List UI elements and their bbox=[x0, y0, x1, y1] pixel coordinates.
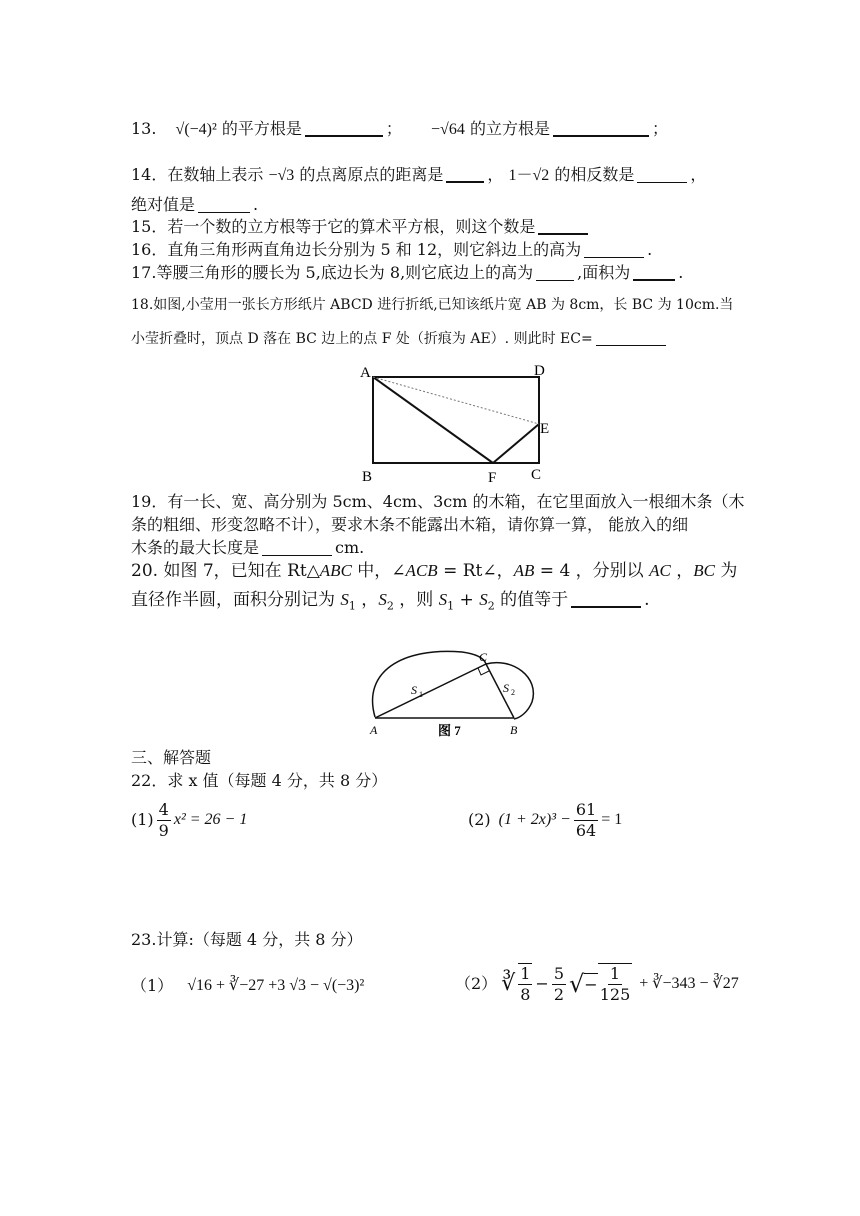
question-19-line-3 bbox=[131, 537, 364, 559]
q23-p2-frac2-den: 2 bbox=[553, 984, 564, 1004]
q22-part-2 bbox=[468, 797, 622, 843]
q20-text-2: 中， bbox=[351, 561, 392, 581]
q13-expr-b: −√64 bbox=[431, 121, 465, 138]
q23-p2-frac-1 bbox=[518, 963, 532, 1005]
q14-sep: ， bbox=[487, 165, 504, 184]
label-a: A bbox=[360, 365, 371, 381]
q17-end: . bbox=[678, 263, 684, 282]
q22-p1-rest: x² = 26 − 1 bbox=[173, 811, 248, 828]
question-19-line-1 bbox=[131, 491, 744, 513]
q17-blank-a[interactable] bbox=[536, 264, 574, 281]
q20-rt: Rt△ bbox=[287, 561, 320, 581]
q23-part-2 bbox=[455, 958, 739, 1010]
question-16 bbox=[131, 239, 652, 261]
line-fe bbox=[493, 424, 539, 463]
question-17 bbox=[131, 262, 683, 284]
q22-p1-label: (1) bbox=[131, 810, 154, 829]
label-b: B bbox=[362, 469, 373, 485]
q14-expr-2: 1－√2 bbox=[508, 167, 550, 184]
q20-sum-1: 1 bbox=[447, 599, 455, 613]
q16-blank[interactable] bbox=[584, 241, 644, 258]
q20-text-4: = 4 ，分别以 bbox=[534, 561, 650, 581]
fig-label-c: C bbox=[479, 650, 488, 664]
q22-p1-fraction bbox=[157, 800, 171, 841]
q17-text-2: ,面积为 bbox=[577, 263, 631, 282]
q23-p2-cbrt-sign: ∛ bbox=[501, 971, 516, 996]
question-19-line-2 bbox=[131, 514, 688, 536]
q23-title-text: 23.计算:（每题 4 分，共 8 分） bbox=[131, 930, 363, 949]
q22-p1-num: 4 bbox=[158, 799, 169, 819]
fig-label-s1-sub: 1 bbox=[419, 690, 423, 699]
q18-blank[interactable] bbox=[596, 329, 666, 346]
segment-ac bbox=[375, 664, 486, 718]
q13-sep: ； bbox=[385, 119, 402, 138]
label-f: F bbox=[488, 470, 497, 486]
q20-text-6: 为 bbox=[714, 561, 738, 581]
q23-p2-frac-2 bbox=[552, 964, 566, 1005]
q20-angle: ∠ACB bbox=[391, 561, 438, 580]
segment-bc bbox=[486, 664, 514, 718]
q14-line2: 绝对值是 bbox=[131, 195, 196, 214]
question-18-line-2 bbox=[131, 328, 669, 350]
q13-expr-a: √(−4)² bbox=[175, 121, 217, 138]
q20-s1: S bbox=[340, 590, 349, 609]
q22-p2-a: (1 + 2x)³ − bbox=[498, 811, 571, 828]
q23-p2-rest: + ∛−343 − ∛27 bbox=[639, 975, 739, 992]
q23-p2-frac2-num: 5 bbox=[553, 963, 564, 983]
q22-p2-den: 64 bbox=[575, 820, 597, 840]
q14-text-1: 在数轴上表示 bbox=[167, 165, 264, 184]
q23-p2-sqrt-sign: √ bbox=[569, 970, 585, 998]
q22-p2-b: = 1 bbox=[601, 811, 623, 828]
figure-7 bbox=[362, 642, 542, 742]
label-c: C bbox=[531, 467, 542, 483]
q20-s1-sub: 1 bbox=[348, 599, 356, 613]
q20-comma-2: ，则 bbox=[393, 590, 439, 610]
q22-p2-num: 61 bbox=[575, 799, 597, 819]
label-d: D bbox=[534, 363, 545, 379]
q14-expr-1: −√3 bbox=[268, 167, 295, 184]
q22-p2-label: (2) bbox=[468, 810, 491, 829]
fig-label-b: B bbox=[510, 723, 518, 737]
fig-label-s2-sub: 2 bbox=[511, 688, 515, 697]
q13-number: 13. bbox=[131, 119, 157, 138]
q20-text-5: ， bbox=[670, 561, 694, 581]
q23-p2-frac1-num: 1 bbox=[520, 964, 531, 983]
q20-s2: S bbox=[378, 590, 387, 609]
q20-sum-s2: S bbox=[479, 590, 488, 609]
question-15 bbox=[131, 216, 591, 238]
section-3-title bbox=[131, 747, 211, 769]
q20-end: . bbox=[644, 590, 650, 610]
q22-p2-fraction bbox=[574, 800, 598, 841]
q13-blank-a[interactable] bbox=[305, 119, 383, 137]
q23-p2-label: （2） bbox=[455, 974, 498, 993]
q23-p2-frac3-num: 1 bbox=[609, 964, 621, 983]
fig-label-s1: S bbox=[411, 683, 417, 697]
fig-caption: 图 7 bbox=[438, 723, 461, 738]
q23-p2-frac-3 bbox=[598, 963, 633, 1005]
q13-blank-b[interactable] bbox=[553, 119, 649, 137]
q20-line2-a: 直径作半圆，面积分别记为 bbox=[131, 590, 341, 610]
q22-title-text: 22．求 x 值（每题 4 分，共 8 分） bbox=[131, 771, 388, 790]
q13-end: ； bbox=[651, 119, 668, 138]
q20-bc: BC bbox=[693, 561, 715, 580]
q17-text-1: 17.等腰三角形的腰长为 5,底边长为 8,则它底边上的高为 bbox=[131, 263, 534, 282]
q23-p2-minus-1: − bbox=[535, 974, 549, 993]
q14-text-3: 的相反数是 bbox=[554, 165, 635, 184]
q20-blank[interactable] bbox=[571, 590, 641, 608]
q14-blank-c[interactable] bbox=[198, 196, 250, 213]
q20-sum-s1: S bbox=[438, 590, 448, 609]
question-22-title bbox=[131, 770, 387, 792]
question-23-title bbox=[131, 929, 363, 951]
q18-line1: 18.如图,小莹用一张长方形纸片 ABCD 进行折纸,已知该纸片宽 AB 为 8cm，长 BC 为 10cm.当 bbox=[131, 297, 734, 313]
rect-abcd bbox=[373, 377, 539, 463]
q15-blank[interactable] bbox=[538, 217, 588, 235]
question-14-line-2 bbox=[131, 194, 258, 216]
q16-end: . bbox=[647, 240, 653, 259]
q17-blank-b[interactable] bbox=[633, 263, 675, 281]
q14-end-2: . bbox=[253, 195, 259, 214]
q19-line3: 木条的最大长度是 bbox=[131, 538, 260, 557]
q13-text-b: 的立方根是 bbox=[469, 119, 550, 138]
q20-text-3: = Rt∠， bbox=[437, 561, 514, 581]
line-af bbox=[373, 377, 493, 463]
q20-s2-sub: 2 bbox=[386, 599, 394, 613]
question-20-line-2 bbox=[131, 588, 650, 618]
q22-part-1 bbox=[131, 797, 247, 843]
q20-sum-2: 2 bbox=[487, 599, 495, 613]
q15-text: 15．若一个数的立方根等于它的算术平方根，则这个数是 bbox=[131, 217, 536, 236]
q20-text-1: 20. 如图 7，已知在 bbox=[131, 561, 288, 581]
q23-p2-minus-2: − bbox=[584, 974, 598, 994]
section-3-title-text: 三、解答题 bbox=[131, 748, 212, 767]
q14-text-2: 的点离原点的距离是 bbox=[299, 165, 444, 184]
q13-text-a: 的平方根是 bbox=[221, 119, 302, 138]
q14-end-1: ， bbox=[690, 165, 707, 184]
q19-blank[interactable] bbox=[262, 539, 332, 556]
q20-comma-1: ， bbox=[355, 590, 379, 610]
q18-line2: 小莹折叠时，顶点 D 落在 BC 边上的点 F 处（折痕为 AE）. 则此时 EC= bbox=[131, 331, 593, 347]
q14-blank-a[interactable] bbox=[446, 165, 484, 183]
line-ae-dotted bbox=[373, 377, 539, 424]
q19-line2: 条的粗细、形变忽略不计），要求木条不能露出木箱，请你算一算， 能放入的细 bbox=[131, 515, 689, 534]
q23-part-1 bbox=[131, 966, 364, 1006]
q20-line2-b: 的值等于 bbox=[494, 590, 569, 610]
q19-line1: 19．有一长、宽、高分别为 5cm、4cm、3cm 的木箱，在它里面放入一根细木条（木 bbox=[131, 492, 745, 511]
q14-blank-b[interactable] bbox=[637, 166, 687, 183]
q20-plus: + bbox=[454, 590, 480, 610]
label-e: E bbox=[540, 421, 550, 437]
q23-p1-expr: √16 + ∛−27 +3 √3 − √(−3)² bbox=[187, 977, 365, 994]
fig-label-a: A bbox=[370, 723, 378, 737]
fig-label-s2: S bbox=[503, 681, 509, 695]
right-angle-mark bbox=[478, 668, 489, 675]
q19-unit: cm. bbox=[335, 538, 365, 557]
semicircle-ac bbox=[373, 651, 486, 717]
question-20-line-1 bbox=[131, 559, 737, 583]
q20-ab: AB bbox=[513, 561, 535, 580]
q23-p2-frac3-den: 125 bbox=[599, 985, 631, 1004]
question-14 bbox=[131, 164, 706, 187]
question-13 bbox=[131, 118, 668, 141]
q14-number: 14． bbox=[131, 165, 168, 184]
q23-p2-frac1-den: 8 bbox=[520, 985, 531, 1004]
q20-abc: ABC bbox=[319, 561, 352, 580]
q18-rectangle-figure bbox=[350, 355, 560, 490]
q16-text: 16．直角三角形两直角边长分别为 5 和 12，则它斜边上的高为 bbox=[131, 240, 582, 259]
q23-p1-label: （1） bbox=[131, 976, 174, 995]
q22-p1-den: 9 bbox=[158, 820, 169, 840]
q20-ac: AC bbox=[649, 561, 671, 580]
question-18-line-1 bbox=[131, 294, 733, 316]
